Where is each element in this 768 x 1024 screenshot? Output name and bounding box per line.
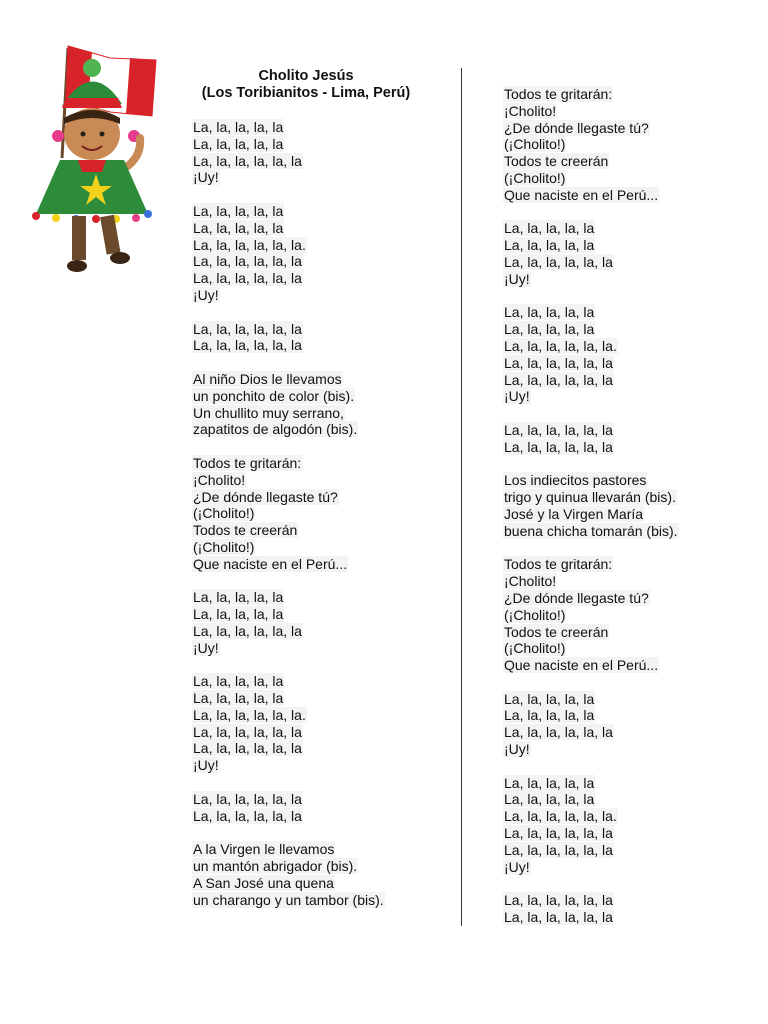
lyrics-stanza [503,304,753,405]
lyrics-line [503,657,753,674]
left-lyrics-column [192,119,442,908]
lyrics-line [503,506,753,523]
lyrics-line-text: buena chicha tomarán (bis). [504,522,678,539]
stanza-gap [503,875,753,892]
lyrics-line [503,489,753,506]
lyrics-stanza [503,220,753,287]
lyrics-line [192,489,442,506]
lyrics-line [503,808,753,825]
stanza-gap [192,573,442,590]
lyrics-line [503,388,753,405]
lyrics-line [192,153,442,170]
lyrics-line [192,405,442,422]
lyrics-line [192,875,442,892]
lyrics-line [503,86,753,103]
lyrics-stanza [503,892,753,926]
lyrics-line [192,892,442,909]
lyrics-line-text: (¡Cholito!) [504,136,566,153]
title-line-1: Cholito Jesús [258,68,354,84]
lyrics-stanza [192,673,442,774]
lyrics-line [503,892,753,909]
lyrics-line [503,741,753,758]
lyrics-line [192,220,442,237]
lyrics-line-text: José y la Virgen María [504,505,644,522]
lyrics-line [192,371,442,388]
lyrics-line-text: La, la, la, la, la [193,135,284,152]
lyrics-stanza [503,775,753,876]
lyrics-line-text: La, la, la, la, la, la [193,253,302,270]
lyrics-line-text: ¿De dónde llegaste tú? [504,589,649,606]
lyrics-line-text: Todos te gritarán: [504,86,613,102]
stanza-gap [503,674,753,691]
lyrics-line-text: La, la, la, la, la [504,774,595,791]
stanza-gap [503,456,753,473]
lyrics-line-text: La, la, la, la, la, la [504,438,613,455]
lyrics-line [192,455,442,472]
lyrics-line [503,842,753,859]
lyrics-line-text: Que naciste en el Perú... [504,657,659,674]
lyrics-line [192,505,442,522]
lyrics-line [192,858,442,875]
lyrics-line [503,271,753,288]
lyrics-line-text: La, la, la, la, la, la. [193,706,306,723]
lyrics-line-text: La, la, la, la, la, la [504,909,613,926]
lyrics-line-text: A la Virgen le llevamos [193,841,335,858]
lyrics-line-text: La, la, la, la, la, la [193,320,302,337]
lyrics-stanza [192,589,442,656]
lyrics-line [192,539,442,556]
lyrics-line-text: La, la, la, la, la, la [193,723,302,740]
lyrics-line-text: ¡Uy! [193,639,219,656]
lyrics-stanza [503,691,753,758]
lyrics-line [503,624,753,641]
lyrics-line [503,304,753,321]
lyrics-line [503,355,753,372]
lyrics-line [503,707,753,724]
stanza-gap [503,288,753,305]
lyrics-line-text: La, la, la, la, la, la [193,807,302,824]
lyrics-stanza [192,321,442,355]
stanza-gap [503,204,753,221]
lyrics-line [503,691,753,708]
lyrics-line-text: La, la, la, la, la, la [193,622,302,639]
lyrics-line-text: La, la, la, la, la, la. [504,808,617,825]
lyrics-line [503,237,753,254]
lyrics-line-text: La, la, la, la, la, la [504,354,613,371]
lyrics-line [192,287,442,304]
lyrics-stanza [503,556,753,674]
lyrics-line-text: ¡Uy! [193,286,219,303]
lyrics-line [503,775,753,792]
lyrics-line [192,724,442,741]
lyrics-line [192,707,442,724]
lyrics-stanza [192,841,442,908]
lyrics-line [503,640,753,657]
lyrics-line-text: La, la, la, la, la, la [193,740,302,757]
lyrics-line-text: Todos te gritarán: [504,556,613,573]
lyrics-line-text: La, la, la, la, la, la [504,371,613,388]
stanza-gap [192,304,442,321]
lyrics-stanza [503,86,753,204]
lyrics-line [503,724,753,741]
lyrics-line [503,321,753,338]
lyrics-line-text: Un chullito muy serrano, [193,404,344,421]
lyrics-line [192,321,442,338]
lyrics-line-text: un charango y un tambor (bis). [193,891,384,908]
lyrics-line [503,909,753,926]
lyrics-line-text: ¿De dónde llegaste tú? [504,119,649,136]
lyrics-line-text: La, la, la, la, la [193,202,284,219]
lyrics-line-text: ¡Cholito! [504,573,557,590]
lyrics-line [192,841,442,858]
lyrics-line [192,472,442,489]
lyrics-line-text: (¡Cholito!) [504,606,566,623]
lyrics-line [503,338,753,355]
lyrics-line [503,590,753,607]
lyrics-line [192,337,442,354]
lyrics-line-text: (¡Cholito!) [193,538,255,555]
lyrics-line-text: La, la, la, la, la [193,690,284,707]
lyrics-stanza [503,422,753,456]
lyrics-line-text: ¿De dónde llegaste tú? [193,488,338,505]
lyrics-line [192,203,442,220]
lyrics-line-text: La, la, la, la, la, la [504,421,613,438]
lyrics-line [503,439,753,456]
lyrics-line-text: La, la, la, la, la, la [504,253,613,270]
lyrics-line [192,623,442,640]
lyrics-line-text: Los indiecitos pastores [504,472,647,489]
lyrics-line-text: (¡Cholito!) [504,640,566,657]
lyrics-line [503,422,753,439]
lyrics-line-text: La, la, la, la, la [504,220,595,237]
lyrics-line-text: La, la, la, la, la [504,690,595,707]
lyrics-line [192,791,442,808]
lyrics-line-text: A San José una quena [193,874,334,891]
lyrics-line-text: La, la, la, la, la [504,707,595,724]
lyrics-line-text: (¡Cholito!) [193,505,255,522]
lyrics-stanza [192,455,442,573]
lyrics-line-text: La, la, la, la, la, la [504,841,613,858]
right-lyrics-column [503,86,753,926]
stanza-gap [503,758,753,775]
stanza-gap [503,405,753,422]
lyrics-line-text: La, la, la, la, la, la [193,790,302,807]
stanza-gap [192,657,442,674]
lyrics-line-text: La, la, la, la, la, la. [193,236,306,253]
stanza-gap [192,438,442,455]
lyrics-line [192,253,442,270]
lyrics-line [503,170,753,187]
lyrics-line-text: La, la, la, la, la [193,606,284,623]
lyrics-line-text: trigo y quinua llevarán (bis). [504,489,676,506]
lyrics-line [192,556,442,573]
lyrics-line [192,740,442,757]
lyrics-line-text: (¡Cholito!) [504,169,566,186]
lyrics-line [503,372,753,389]
lyrics-stanza [192,203,442,304]
lyrics-line [192,421,442,438]
lyrics-line-text: ¡Uy! [504,741,530,758]
lyrics-line-text: ¡Uy! [504,270,530,287]
lyrics-line [503,607,753,624]
lyrics-line-text: La, la, la, la, la, la [193,337,302,354]
lyrics-line-text: ¡Uy! [504,858,530,875]
lyrics-line-text: La, la, la, la, la [504,304,595,321]
lyrics-line [192,169,442,186]
lyrics-line [503,254,753,271]
lyrics-line-text: La, la, la, la, la, la [504,724,613,741]
lyrics-line [503,136,753,153]
lyrics-line-text: ¡Uy! [504,388,530,405]
lyrics-line [192,589,442,606]
stanza-gap [192,774,442,791]
lyrics-line [503,556,753,573]
lyrics-line-text: ¡Uy! [193,169,219,186]
lyrics-line [192,606,442,623]
lyrics-line [192,270,442,287]
lyrics-line [192,673,442,690]
lyrics-line-text: La, la, la, la, la [193,119,284,135]
lyrics-line-text: ¡Uy! [193,757,219,774]
lyrics-line-text: La, la, la, la, la [193,589,284,606]
lyrics-stanza [192,371,442,438]
lyrics-line [192,757,442,774]
title-line-2: (Los Toribianitos - Lima, Perú) [201,85,411,101]
lyrics-line-text: La, la, la, la, la, la [504,892,613,909]
lyrics-line-text: La, la, la, la, la, la [193,152,302,169]
lyrics-line [503,120,753,137]
lyrics-line-text: La, la, la, la, la [504,791,595,808]
lyrics-line [503,220,753,237]
lyrics-line-text: Al niño Dios le llevamos [193,370,342,387]
song-title [190,68,422,102]
lyrics-line-text: un mantón abrigador (bis). [193,858,358,875]
lyrics-line [192,640,442,657]
stanza-gap [192,824,442,841]
lyrics-line-text: Todos te creerán [504,153,609,170]
lyrics-stanza [503,472,753,539]
stanza-gap [192,186,442,203]
stanza-gap [503,540,753,557]
lyrics-stanza [192,119,442,186]
lyrics-line-text: zapatitos de algodón (bis). [193,421,358,438]
lyrics-line [192,237,442,254]
lyrics-line [192,388,442,405]
lyrics-line-text: Todos te creerán [504,623,609,640]
lyrics-line [503,573,753,590]
lyrics-line-text: La, la, la, la, la, la [504,825,613,842]
lyrics-line-text: La, la, la, la, la [504,321,595,338]
column-divider [461,68,462,926]
lyrics-line [192,119,442,136]
lyrics-line [503,825,753,842]
lyrics-line [192,808,442,825]
lyrics-line-text: Todos te gritarán: [193,454,302,471]
lyrics-line [503,472,753,489]
lyrics-line-text: Que naciste en el Perú... [504,186,659,203]
lyrics-line [503,523,753,540]
lyrics-line-text: ¡Cholito! [504,102,557,119]
lyrics-line [503,859,753,876]
lyrics-line-text: La, la, la, la, la [193,219,284,236]
lyrics-line [503,791,753,808]
lyrics-line [192,522,442,539]
lyrics-line-text: La, la, la, la, la [193,673,284,690]
lyrics-line [192,690,442,707]
lyrics-line [503,103,753,120]
lyrics-line [503,187,753,204]
lyrics-line-text: La, la, la, la, la [504,237,595,254]
lyrics-line [192,136,442,153]
lyrics-line-text: Todos te creerán [193,522,298,539]
stanza-gap [192,354,442,371]
lyrics-line-text: La, la, la, la, la, la. [504,337,617,354]
lyrics-stanza [192,791,442,825]
lyrics-line-text: un ponchito de color (bis). [193,387,355,404]
lyrics-line [503,153,753,170]
cholito-illustration [22,38,162,283]
lyrics-line-text: Que naciste en el Perú... [193,555,348,572]
lyrics-line-text: La, la, la, la, la, la [193,270,302,287]
lyrics-line-text: ¡Cholito! [193,471,246,488]
